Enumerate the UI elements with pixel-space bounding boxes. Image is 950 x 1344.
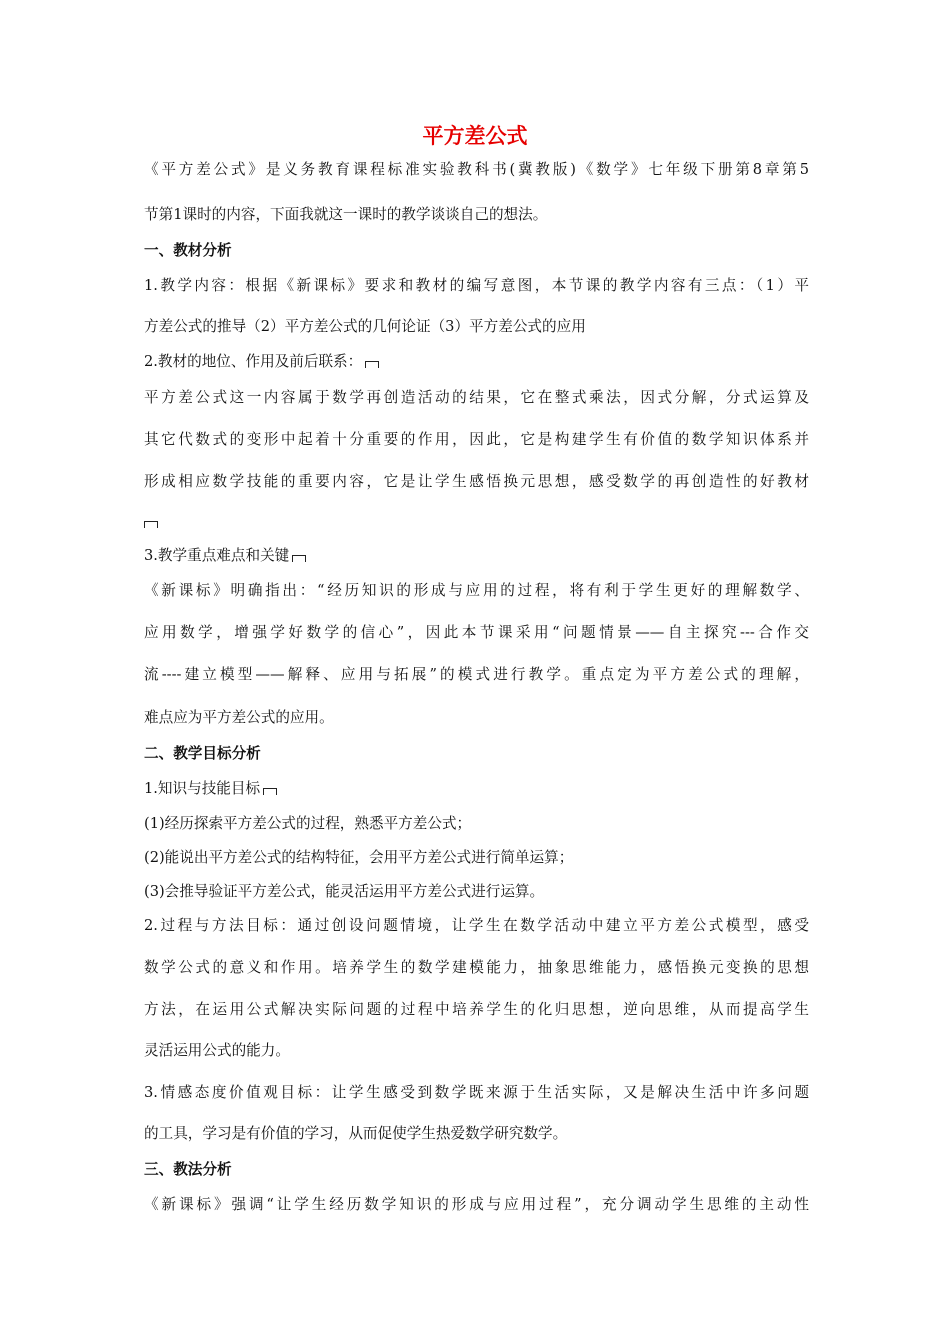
paragraph-line: 应用数学，增强学好数学的信心”，因此本节课采用“问题情景——自主探究---合作交 <box>144 624 809 641</box>
paragraph-line: 2.教材的地位、作用及前后联系： <box>144 350 379 374</box>
paragraph-line: 3.教学重点难点和关键 <box>144 544 306 568</box>
paragraph-line: 平方差公式这一内容属于数学再创造活动的结果，它在整式乘法，因式分解，分式运算及 <box>144 389 809 406</box>
section-heading: 二、教学目标分析 <box>144 745 261 762</box>
paragraph-line: 的工具，学习是有价值的学习，从而促使学生热爱数学研究数学。 <box>144 1125 568 1142</box>
paragraph-line: 难点应为平方差公式的应用。 <box>144 709 334 726</box>
paragraph-line: 1.教学内容：根据《新课标》要求和教材的编写意图，本节课的教学内容有三点：（1）平 <box>144 277 809 294</box>
paragraph-line: 流----建立模型——解释、应用与拓展”的模式进行教学。重点定为平方差公式的理解， <box>144 666 809 683</box>
paragraph-line: 其它代数式的变形中起着十分重要的作用，因此，它是构建学生有价值的数学知识体系并 <box>144 431 809 448</box>
paragraph-line: (2)能说出平方差公式的结构特征，会用平方差公式进行简单运算； <box>144 849 574 866</box>
paragraph-line: 1.知识与技能目标 <box>144 777 277 801</box>
paragraph-line: 《新课标》强调“让学生经历数学知识的形成与应用过程”，充分调动学生思维的主动性 <box>144 1196 809 1213</box>
section-heading: 三、教法分析 <box>144 1161 232 1178</box>
paragraph-line <box>144 510 158 534</box>
paragraph-mark-icon <box>144 521 158 528</box>
paragraph-line: (3)会推导验证平方差公式，能灵活运用平方差公式进行运算。 <box>144 883 545 900</box>
paragraph-line: 节第1课时的内容，下面我就这一课时的教学谈谈自己的想法。 <box>144 206 548 223</box>
paragraph-line: 方差公式的推导（2）平方差公式的几何论证（3）平方差公式的应用 <box>144 318 586 335</box>
paragraph-line: (1)经历探索平方差公式的过程，熟悉平方差公式； <box>144 815 472 832</box>
paragraph-line: 灵活运用公式的能力。 <box>144 1042 290 1059</box>
paragraph-line: 3.情感态度价值观目标：让学生感受到数学既来源于生活实际，又是解决生活中许多问题 <box>144 1084 809 1101</box>
paragraph-mark-icon <box>263 788 277 795</box>
paragraph-line: 方法，在运用公式解决实际问题的过程中培养学生的化归思想，逆向思维，从而提高学生 <box>144 1001 809 1018</box>
paragraph-mark-icon <box>292 555 306 562</box>
section-heading: 一、教材分析 <box>144 242 232 259</box>
document-title: 平方差公式 <box>422 124 528 148</box>
paragraph-line: 形成相应数学技能的重要内容，它是让学生感悟换元思想，感受数学的再创造性的好教材 <box>144 473 809 490</box>
paragraph-line: 《新课标》明确指出：“经历知识的形成与应用的过程，将有利于学生更好的理解数学、 <box>144 582 809 599</box>
paragraph-mark-icon <box>365 361 379 368</box>
paragraph-line: 2.过程与方法目标：通过创设问题情境，让学生在数学活动中建立平方差公式模型，感受 <box>144 917 809 934</box>
paragraph-line: 《平方差公式》是义务教育课程标准实验教科书(冀教版)《数学》七年级下册第8章第5 <box>144 161 809 178</box>
paragraph-line: 数学公式的意义和作用。培养学生的数学建模能力，抽象思维能力，感悟换元变换的思想 <box>144 959 809 976</box>
